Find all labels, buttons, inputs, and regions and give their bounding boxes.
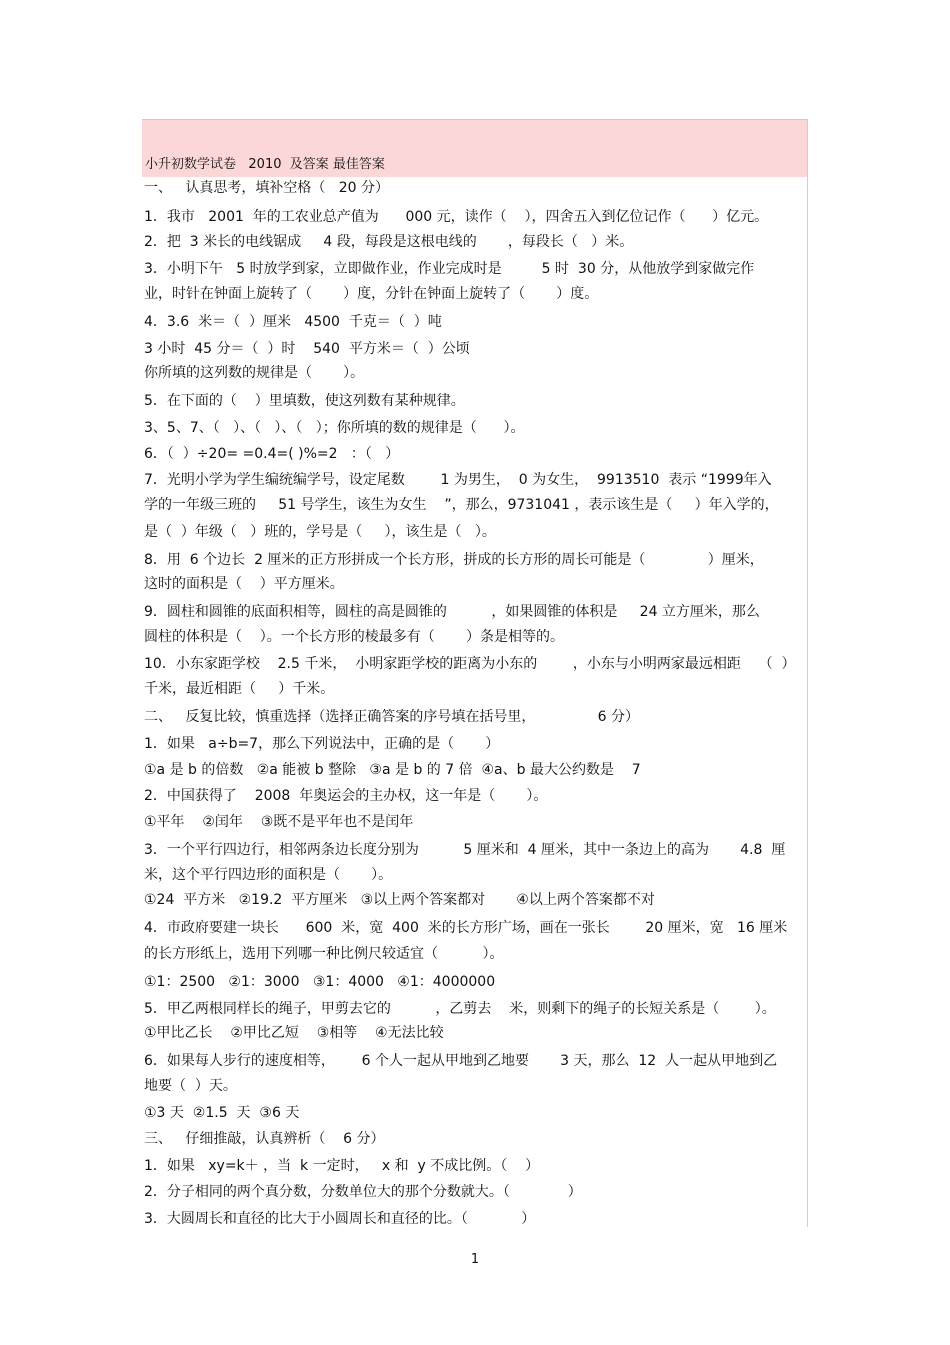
text-line: 1．如果 xy=k＋ ，当 k 一定时， x 和 y 不成比例。（ ） [144, 1158, 540, 1174]
text-line: 4．市政府要建一块长 600 米，宽 400 米的长方形广场，画在一张长 20 厘米，宽 16 厘米 [144, 920, 788, 936]
text-line: 3、5、7、（ ）、（ ）、（ ）；你所填的数的规律是（ ）。 [144, 420, 525, 436]
text-line: ①甲比乙长 ②甲比乙短 ③相等 ④无法比较 [144, 1025, 444, 1041]
text-line: 圆柱的体积是（ ）。一个长方形的棱最多有（ ）条是相等的。 [144, 629, 564, 645]
title-banner [142, 119, 808, 177]
text-line: 地要（ ）天。 [144, 1078, 237, 1094]
text-line: ①3 天 ②1.5 天 ③6 天 [144, 1105, 300, 1121]
text-line: 1．如果 a÷b=7，那么下列说法中，正确的是（ ） [144, 736, 500, 752]
text-line: 千米，最近相距（ ）千米。 [144, 681, 335, 697]
text-line: 学的一年级三班的 51 号学生，该生为女生 ”，那么，9731041 ，表示该生是（ ）年入学的， [144, 497, 779, 513]
section-heading-3: 三、 仔细推敲，认真辨析（ 6 分） [144, 1131, 385, 1147]
text-line: 米，这个平行四边形的面积是（ ）。 [144, 867, 393, 883]
text-line: 2．把 3 米长的电线锯成 4 段，每段是这根电线的 ，每段长（ ）米。 [144, 234, 634, 250]
text-line: 2．中国获得了 2008 年奥运会的主办权，这一年是（ ）。 [144, 788, 548, 804]
text-line: 3．大圆周长和直径的比大于小圆周长和直径的比。（ ） [144, 1211, 536, 1227]
text-line: 1．我市 2001 年的工农业总产值为 000 元，读作（ ），四舍五入到亿位记作（ ）亿元。 [144, 209, 769, 225]
page-title: 小升初数学试卷 2010 及答案 最佳答案 [145, 157, 385, 172]
section-heading-1: 一、 认真思考，填补空格（ 20 分） [144, 180, 389, 196]
text-line: 3 小时 45 分＝（ ）时 540 平方米＝（ ）公顷 [144, 341, 470, 357]
text-line: 7．光明小学为学生编统编学号，设定尾数 1 为男生， 0 为女生， 9913510 表示 “1999年入 [144, 472, 772, 488]
text-line: 6．如果每人步行的速度相等， 6 个人一起从甲地到乙地要 3 天，那么 12 人一起从甲地到乙 [144, 1053, 778, 1069]
text-line: 的长方形纸上，选用下列哪一种比例尺较适宜（ ）。 [144, 946, 504, 962]
text-line: 8．用 6 个边长 2 厘米的正方形拼成一个长方形，拼成的长方形的周长可能是（ ）厘米， [144, 552, 764, 568]
text-line: ①平年 ②闰年 ③既不是平年也不是闰年 [144, 814, 414, 830]
text-line: 是（ ）年级（ ）班的，学号是（ ），该生是（ ）。 [144, 524, 496, 540]
text-line: ①1：2500 ②1：3000 ③1：4000 ④1：4000000 [144, 974, 496, 990]
section-heading-2: 二、 反复比较，慎重选择（选择正确答案的序号填在括号里， 6 分） [144, 709, 640, 725]
text-line: 10．小东家距学校 2.5 千米， 小明家距学校的距离为小东的 ，小东与小明两家最远相距 （ ） [144, 656, 796, 672]
text-line: ①a 是 b 的倍数 ②a 能被 b 整除 ③a 是 b 的 7 倍 ④a、b 最大公约数是 7 [144, 762, 641, 778]
text-line: 业，时针在钟面上旋转了（ ）度，分针在钟面上旋转了（ ）度。 [144, 286, 599, 302]
text-line: 9．圆柱和圆锥的底面积相等，圆柱的高是圆锥的 ，如果圆锥的体积是 24 立方厘米，那么 [144, 604, 760, 620]
text-line: 3．一个平行四边行，相邻两条边长度分别为 5 厘米和 4 厘米，其中一条边上的高为 4.8 厘 [144, 842, 786, 858]
text-line: 2．分子相同的两个真分数，分数单位大的那个分数就大。（ ） [144, 1184, 582, 1200]
text-line: ①24 平方米 ②19.2 平方厘米 ③以上两个答案都对 ④以上两个答案都不对 [144, 892, 655, 908]
text-line: 5．甲乙两根同样长的绳子，甲剪去它的 ，乙剪去 米，则剩下的绳子的长短关系是（ ）。 [144, 1001, 776, 1017]
text-line: 3．小明下午 5 时放学到家，立即做作业，作业完成时是 5 时 30 分，从他放学到家做完作 [144, 261, 755, 277]
page-number: 1 [470, 1252, 480, 1267]
text-line: 6．（ ）÷20= =0.4=( )%=2 ：（ ） [144, 446, 400, 462]
text-line: 5．在下面的（ ）里填数，使这列数有某种规律。 [144, 393, 465, 409]
text-line: 你所填的这列数的规律是（ ）。 [144, 365, 365, 381]
text-line: 4．3.6 米＝（ ）厘米 4500 千克＝（ ）吨 [144, 314, 442, 330]
margin-line [807, 119, 808, 1227]
text-line: 这时的面积是（ ）平方厘米。 [144, 576, 344, 592]
